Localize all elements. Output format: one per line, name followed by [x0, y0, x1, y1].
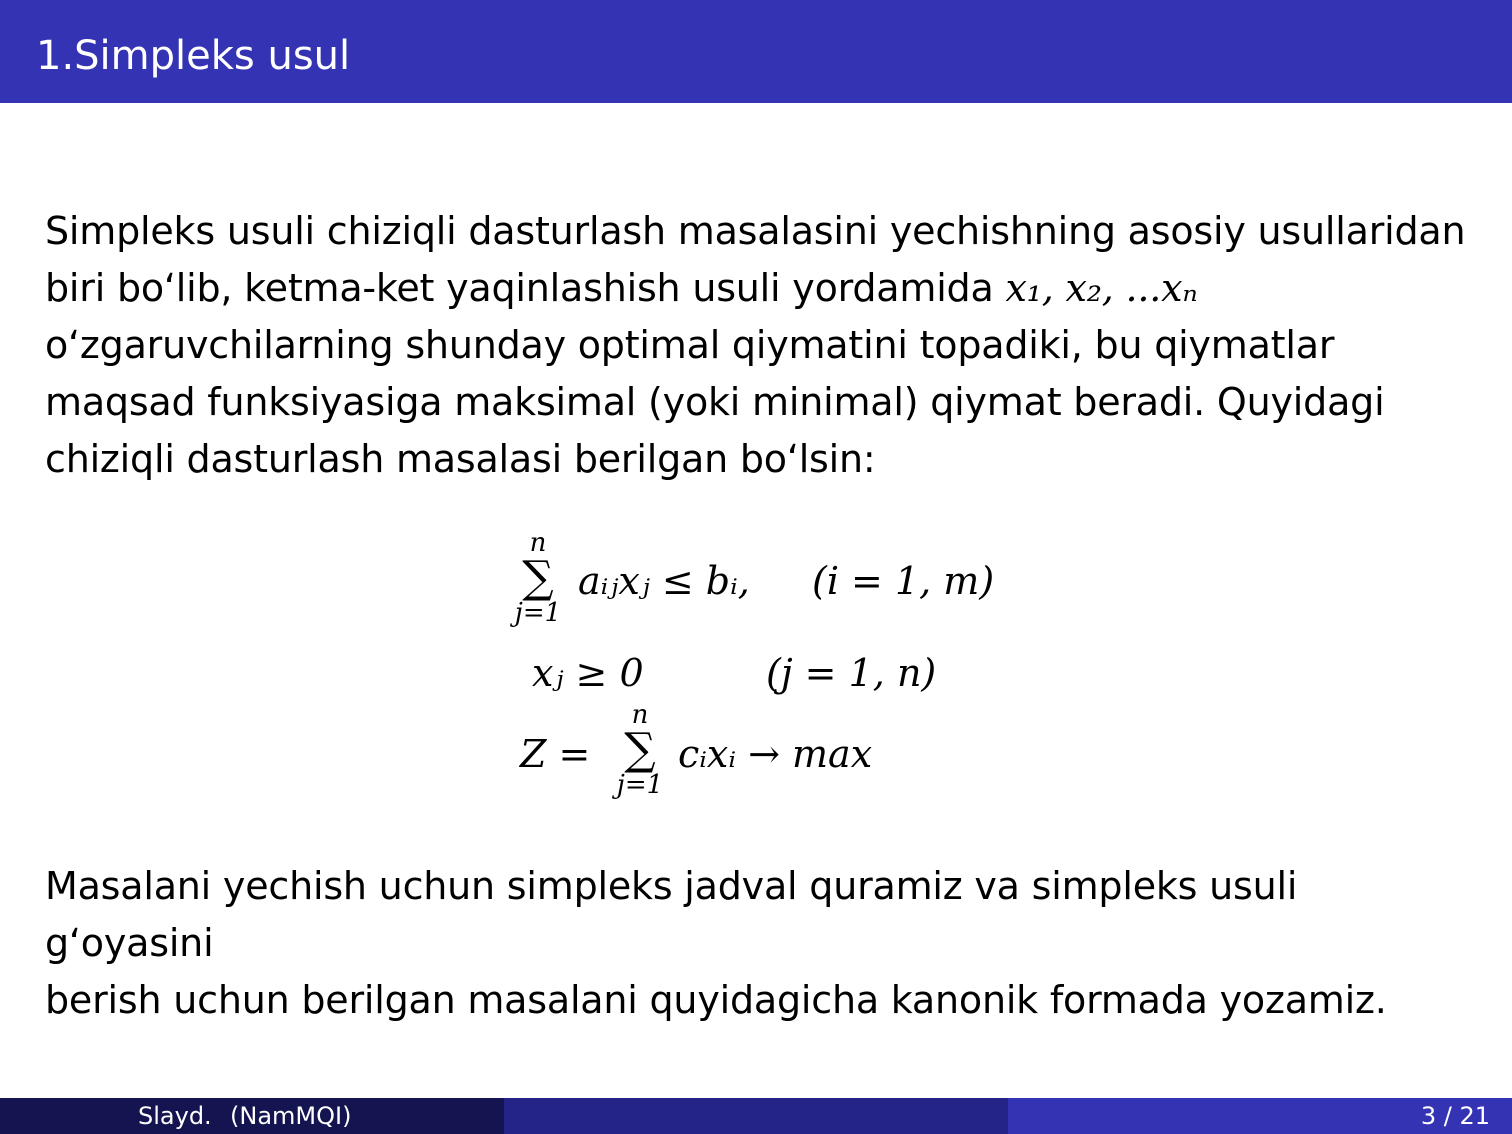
variables-list: x₁, x₂, ...xₙ: [1005, 266, 1198, 310]
intro-paragraph: [45, 203, 1475, 488]
constraint-body: aᵢⱼxⱼ ≤ bᵢ,: [578, 559, 750, 603]
objective-sum-operator: [610, 702, 670, 798]
intro-line-2: [45, 260, 1475, 317]
objective-upper-limit: n: [631, 700, 649, 730]
nonnegativity-range: (j = 1, n): [766, 651, 937, 695]
objective-prefix: Z =: [520, 732, 591, 776]
constraint-range: (i = 1, m): [812, 559, 995, 603]
intro-line-5: chiziqli dasturlash masalasi berilgan bo‘lsin:: [45, 437, 876, 481]
intro-line-4: maqsad funksiyasiga maksimal (yoki minimal) qiymat beradi. Quyidagi: [45, 380, 1385, 424]
outro-line-2: berish uchun berilgan masalani quyidagicha kanonik formada yozamiz.: [45, 978, 1387, 1022]
sigma-symbol: ∑: [522, 552, 554, 603]
objective-lower-limit: j=1: [616, 770, 664, 800]
footer-author-section: [0, 1098, 504, 1134]
slide-footer: [0, 1098, 1512, 1134]
sum-operator: [510, 530, 566, 626]
outro-paragraph: [45, 858, 1475, 1029]
footer-page-section: [1008, 1098, 1512, 1134]
outro-line-1: Masalani yechish uchun simpleks jadval quramiz va simpleks usuli g‘oyasini: [45, 864, 1298, 965]
objective-sigma-symbol: ∑: [624, 724, 656, 775]
footer-author: Slayd.: [138, 1102, 212, 1130]
sum-lower-limit: j=1: [514, 598, 562, 628]
intro-line-2-text: biri bo‘lib, ketma-ket yaqinlashish usuli yordamida: [45, 266, 994, 310]
sum-upper-limit: n: [529, 528, 547, 558]
slide-header: [0, 0, 1512, 103]
intro-line-1: Simpleks usuli chiziqli dasturlash masalasini yechishning asosiy usullaridan: [45, 209, 1466, 253]
objective-body: cᵢxᵢ → max: [678, 732, 873, 776]
footer-title-section: [504, 1098, 1008, 1134]
intro-line-3: o‘zgaruvchilarning shunday optimal qiymatini topadiki, bu qiymatlar: [45, 323, 1335, 367]
page-number: 3 / 21: [1420, 1102, 1490, 1130]
nonnegativity-body: xⱼ ≥ 0: [532, 651, 644, 695]
slide-title: 1.Simpleks usul: [36, 33, 351, 79]
footer-institute: (NamMQI): [230, 1102, 352, 1130]
